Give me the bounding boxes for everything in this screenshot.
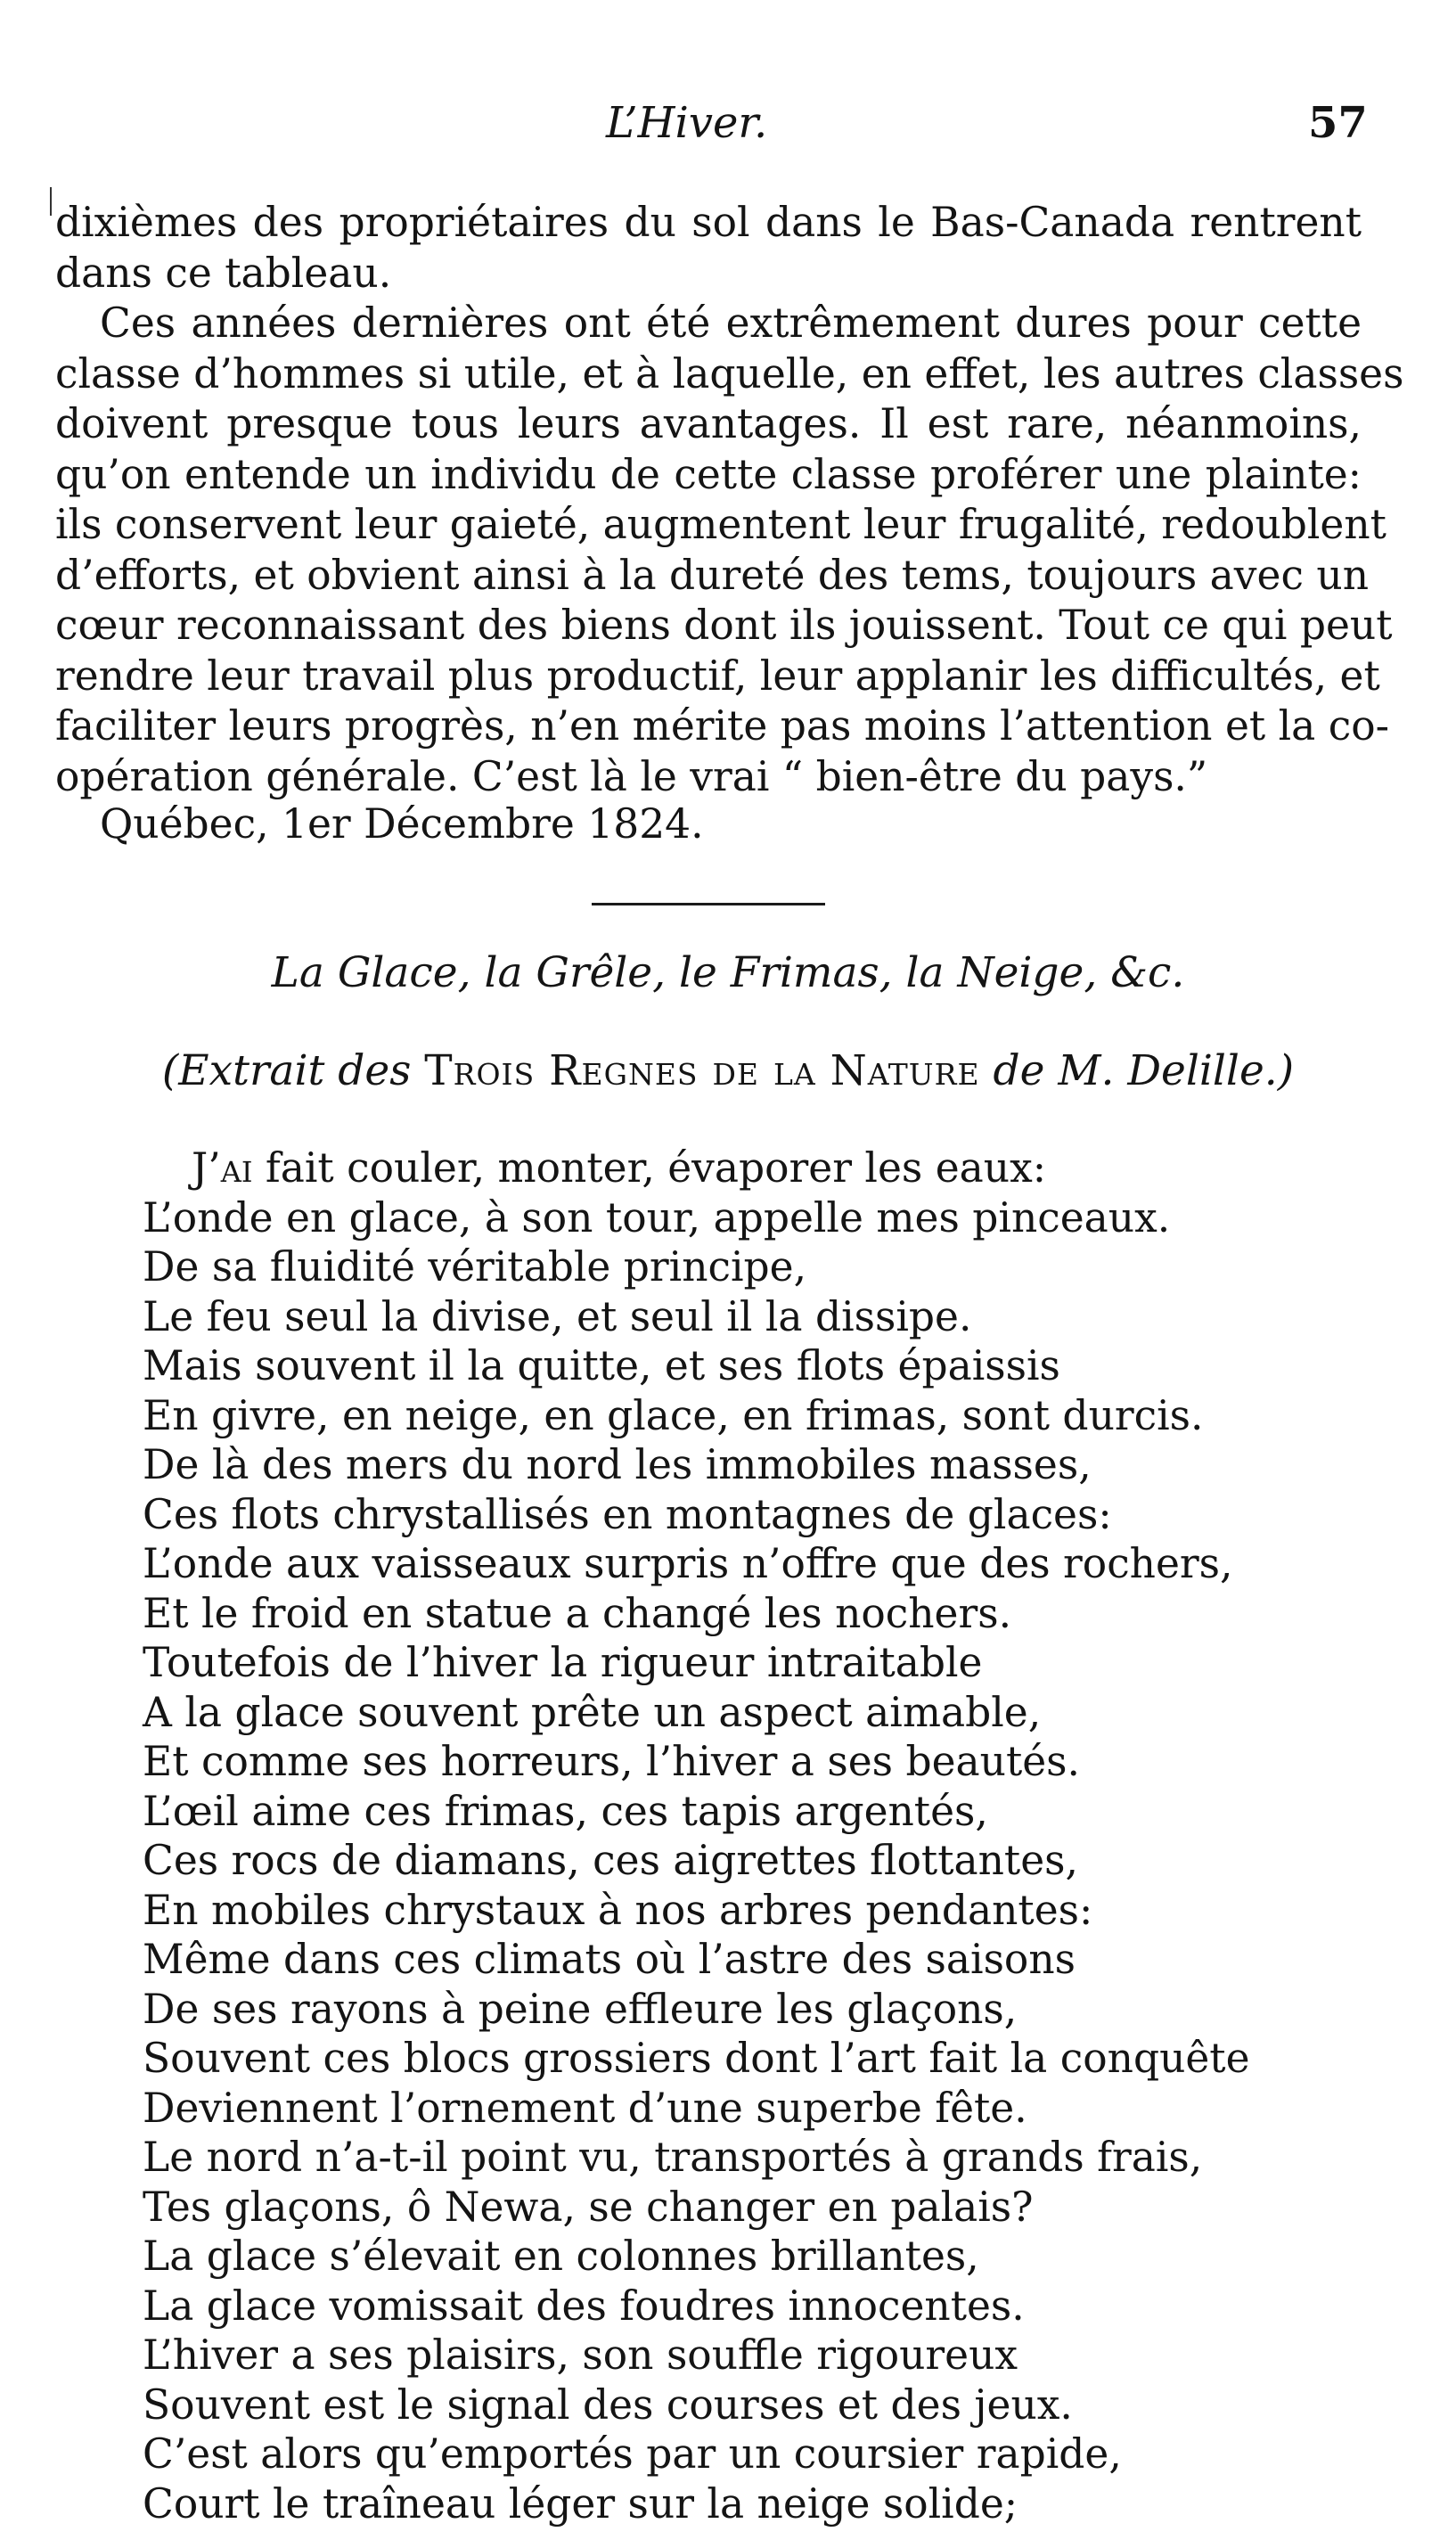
poem-line: Souvent est le signal des courses et des jeux.	[143, 2380, 1073, 2429]
prose-line: ils conservent leur gaieté, augmentent leur frugalité, redoublent	[55, 501, 1386, 548]
prose-line: dans ce tableau.	[55, 249, 392, 297]
poem-line: Mais souvent il la quitte, et ses flots épaissis	[143, 1342, 1060, 1389]
section-subtitle	[0, 1045, 1456, 1098]
poem-line: L’œil aime ces frimas, ces tapis argentés,	[143, 1787, 988, 1835]
margin-mark	[50, 187, 52, 216]
poem-line: Toutefois de l’hiver la rigueur intraitable	[143, 1639, 983, 1686]
prose-line: d’efforts, et obvient ainsi à la dureté des tems, toujours avec un	[55, 551, 1369, 599]
subtitle-prefix: (Extrait des	[161, 1046, 425, 1095]
poem-line: En mobiles chrystaux à nos arbres pendantes:	[143, 1886, 1093, 1934]
prose-line: doivent presque tous leurs avantages. Il est rare, néanmoins,	[55, 400, 1362, 447]
poem-line: Et comme ses horreurs, l’hiver a ses beautés.	[143, 1738, 1080, 1785]
poem-line: Même dans ces climats où l’astre des saisons	[143, 1936, 1076, 1983]
poem-line: La glace s’élevait en colonnes brillantes,	[143, 2233, 979, 2280]
prose-line: dixièmes des propriétaires du sol dans le Bas-Canada rentrent	[55, 199, 1362, 246]
prose-paragraphs	[55, 198, 1404, 802]
page-number: 57	[1308, 98, 1368, 148]
prose-line: cœur reconnaissant des biens dont ils jouissent. Tout ce qui peut	[55, 602, 1393, 649]
poem-line: Court le traîneau léger sur la neige solide;	[143, 2479, 1018, 2528]
poem-line: Deviennent l’ornement d’une superbe fête.	[143, 2084, 1027, 2132]
poem-line: De sa fluidité véritable principe,	[143, 1243, 807, 1290]
prose-line: opération générale. C’est là le vrai “ bien-être du pays.”	[55, 752, 1208, 800]
poem	[143, 1143, 1372, 2528]
running-head	[0, 96, 1456, 150]
prose-line: rendre leur travail plus productif, leur applanir les difficultés, et	[55, 651, 1380, 700]
prose-line: Ces années dernières ont été extrêmement dures pour cette	[100, 299, 1362, 347]
section-title: La Glace, la Grêle, le Frimas, la Neige, &c.	[271, 948, 1185, 997]
prose-line: qu’on entende un individu de cette classe proférer une plainte:	[55, 450, 1362, 498]
subtitle-author: M. Delille.)	[1058, 1046, 1295, 1095]
poem-line: L’onde en glace, à son tour, appelle mes pinceaux.	[143, 1193, 1171, 1241]
section-divider-rule	[592, 903, 825, 905]
poem-line: L’onde aux vaisseaux surpris n’offre que des rochers,	[143, 1540, 1233, 1587]
subtitle-de: de	[979, 1046, 1059, 1095]
poem-line: Tes glaçons, ô Newa, se changer en palais?	[143, 2183, 1034, 2231]
poem-line: De là des mers du nord les immobiles masses,	[143, 1441, 1092, 1488]
poem-line: De ses rayons à peine effleure les glaçons,	[143, 1985, 1018, 2033]
subtitle-work-title: Trois Regnes de la Nature	[424, 1046, 980, 1095]
poem-first-word-cap: J’	[192, 1144, 221, 1192]
poem-line: La glace vomissait des foudres innocentes.	[143, 2282, 1025, 2330]
poem-line: Le feu seul la divise, et seul il la dissipe.	[143, 1292, 972, 1340]
poem-line: C’est alors qu’emportés par un coursier rapide,	[143, 2430, 1122, 2478]
running-title: L’Hiver.	[606, 98, 768, 148]
poem-line	[143, 1143, 1372, 1193]
poem-first-word-rest: ai	[220, 1144, 253, 1192]
poem-line: Ces flots chrystallisés en montagnes de glaces:	[143, 1490, 1112, 1538]
poem-line: Souvent ces blocs grossiers dont l’art fait la conquête	[143, 2035, 1250, 2082]
poem-line: En givre, en neige, en glace, en frimas, sont durcis.	[143, 1391, 1204, 1439]
poem-first-line-rest: fait couler, monter, évaporer les eaux:	[252, 1144, 1047, 1192]
poem-line: L’hiver a ses plaisirs, son souffle rigoureux	[143, 2331, 1018, 2379]
date-signoff: Québec, 1er Décembre 1824.	[100, 800, 704, 848]
prose-line: faciliter leurs progrès, n’en mérite pas moins l’attention et la co-	[55, 702, 1390, 750]
poem-line: A la glace souvent prête un aspect aimable,	[143, 1688, 1042, 1736]
poem-line: Ces rocs de diamans, ces aigrettes flottantes,	[143, 1837, 1078, 1884]
poem-line: Et le froid en statue a changé les nochers.	[143, 1589, 1012, 1637]
poem-line: Le nord n’a-t-il point vu, transportés à grands frais,	[143, 2134, 1203, 2181]
prose-line: classe d’hommes si utile, et à laquelle, en effet, les autres classes	[55, 349, 1404, 397]
